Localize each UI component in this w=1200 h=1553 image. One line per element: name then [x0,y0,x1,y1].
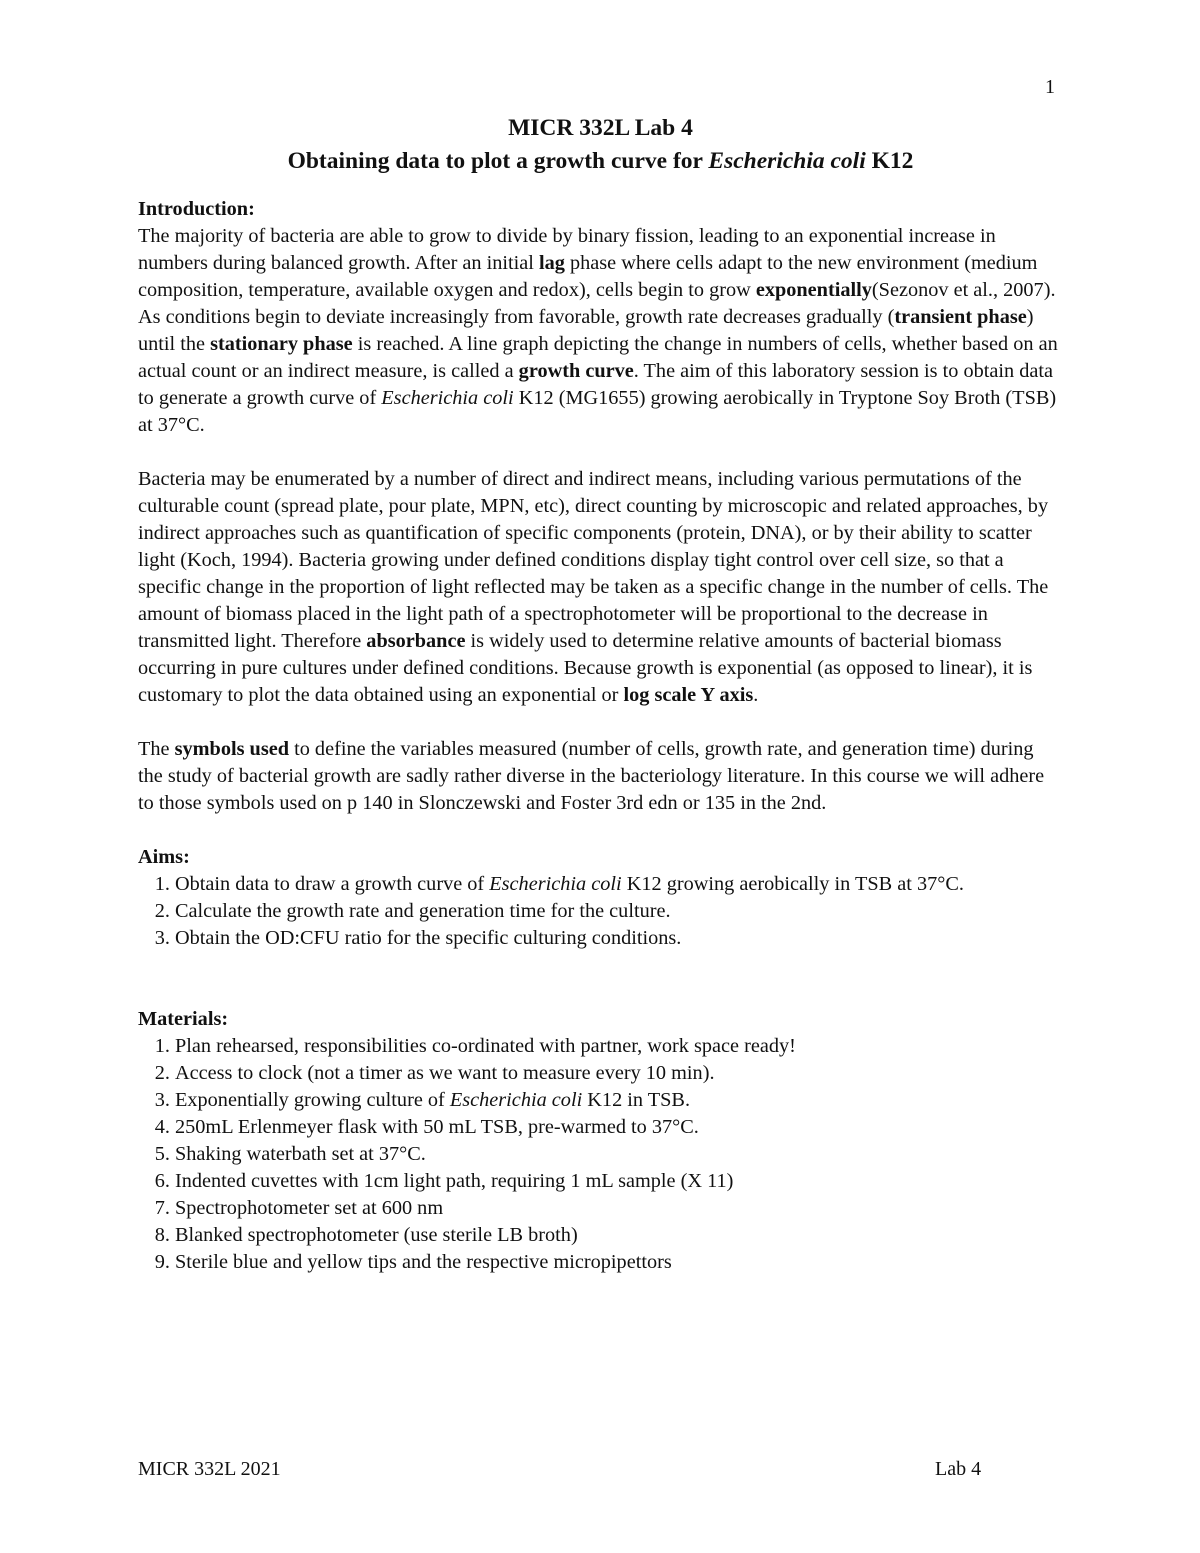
list-item: 5. Shaking waterbath set at 37°C. [175,1141,1063,1168]
document-title: MICR 332L Lab 4 [508,115,693,141]
footer-course: MICR 332L 2021 [138,1458,281,1480]
list-item: 4. 250mL Erlenmeyer flask with 50 mL TSB, pre-warmed to 37°C. [175,1114,1063,1141]
list-item: 1. Plan rehearsed, responsibilities co-ordinated with partner, work space ready! [175,1033,1063,1060]
materials-list [138,1033,1063,1276]
list-item: 7. Spectrophotometer set at 600 nm [175,1195,1063,1222]
footer-lab: Lab 4 [935,1458,982,1480]
introduction-paragraph-1: The majority of bacteria are able to grow to divide by binary fission, leading to an exponential increase in numbers during balanced growth. After an initial lag phase where cells adapt to the new environment (medium composition, temperature, available oxygen and redox), cells begin to grow exponentially(Sezonov et al., 2007). As conditions begin to deviate increasingly from favorable, growth rate decreases gradually (transient phase) until the stationary phase is reached. A line graph depicting the change in numbers of cells, whether based on an actual count or an indirect measure, is called a growth curve. The aim of this laboratory session is to obtain data to generate a growth curve of Escherichia coli K12 (MG1655) growing aerobically in Tryptone Soy Broth (TSB) at 37°C. [138,225,1058,436]
list-item: 1. Obtain data to draw a growth curve of Escherichia coli K12 growing aerobically in TSB at 37°C. [175,871,1063,898]
list-item: 8. Blanked spectrophotometer (use sterile LB broth) [175,1222,1063,1249]
page-number: 1 [1045,76,1055,98]
document-body [138,112,1063,1276]
document-subtitle: Obtaining data to plot a growth curve for Escherichia coli K12 [287,148,914,174]
list-item: 6. Indented cuvettes with 1cm light path, requiring 1 mL sample (X 11) [175,1168,1063,1195]
list-item: 9. Sterile blue and yellow tips and the respective micropipettors [175,1249,1063,1276]
aims-heading: Aims: [138,846,190,868]
introduction-paragraph-3: The symbols used to define the variables measured (number of cells, growth rate, and generation time) during the study of bacterial growth are sadly rather diverse in the bacteriology literature. In this course we will adhere to those symbols used on p 140 in Slonczewski and Foster 3rd edn or 135 in the 2nd. [138,738,1045,814]
list-item: 3. Obtain the OD:CFU ratio for the specific culturing conditions. [175,925,1063,952]
aims-list [138,871,1063,952]
list-item: 3. Exponentially growing culture of Escherichia coli K12 in TSB. [175,1087,1063,1114]
list-item: 2. Calculate the growth rate and generation time for the culture. [175,898,1063,925]
list-item: 2. Access to clock (not a timer as we want to measure every 10 min). [175,1060,1063,1087]
introduction-paragraph-2: Bacteria may be enumerated by a number of direct and indirect means, including various permutations of the culturable count (spread plate, pour plate, MPN, etc), direct counting by microscopic and related approaches, by indirect approaches such as quantification of specific components (protein, DNA), or by their ability to scatter light (Koch, 1994). Bacteria growing under defined conditions display tight control over cell size, so that a specific change in the proportion of light reflected may be taken as a specific change in the number of cells. The amount of biomass placed in the light path of a spectrophotometer will be proportional to the decrease in transmitted light. Therefore absorbance is widely used to determine relative amounts of bacterial biomass occurring in pure cultures under defined conditions. Because growth is exponential (as opposed to linear), it is customary to plot the data obtained using an exponential or log scale Y axis. [138,468,1049,706]
materials-heading: Materials: [138,1008,229,1030]
introduction-heading: Introduction: [138,198,255,220]
